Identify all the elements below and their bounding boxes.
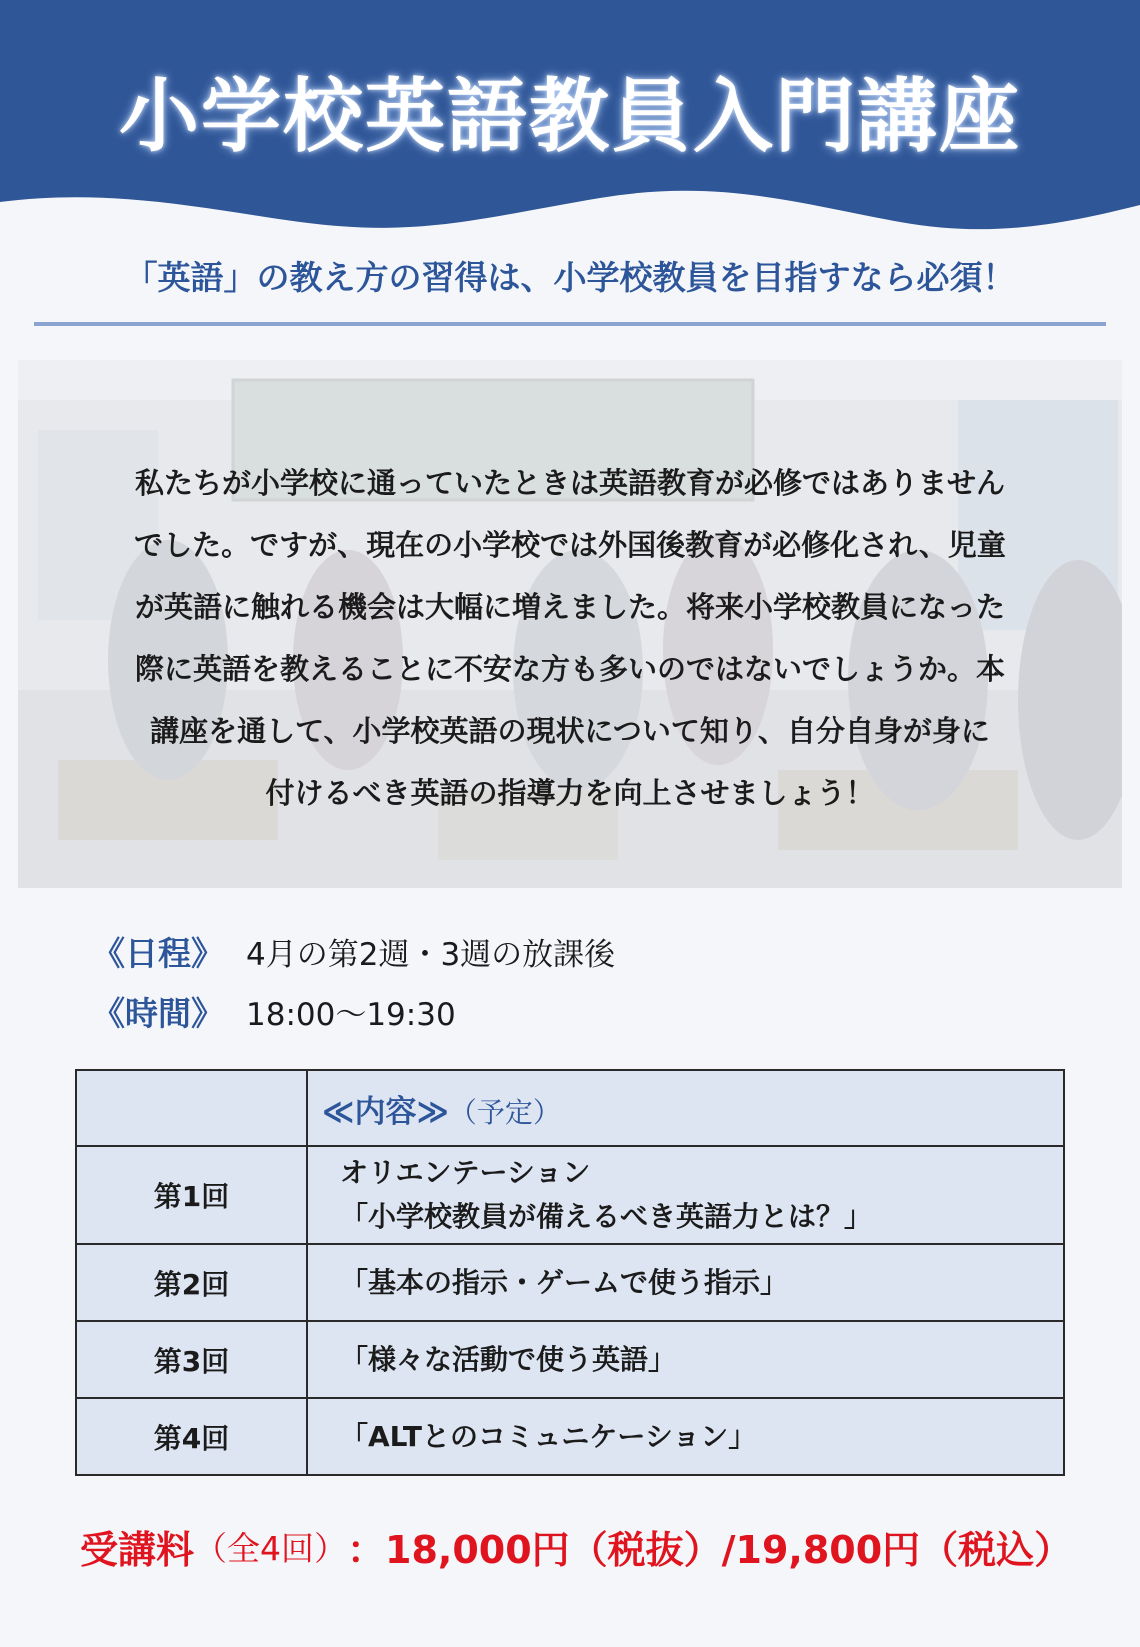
page-title: 小学校英語教員入門講座 (119, 70, 1021, 163)
session-cell: 第1回 (76, 1146, 307, 1244)
table-row (76, 1321, 1064, 1398)
table-row (76, 1398, 1064, 1475)
session-cell: 第2回 (76, 1244, 307, 1321)
intro-line: 付けるべき英語の指導力を向上させましょう！ (265, 776, 875, 810)
time-row (92, 986, 456, 1036)
intro-line: 際に英語を教えることに不安な方も多いのではないでしょうか。本 (134, 652, 1005, 686)
time-label: 《時間》 (92, 993, 224, 1033)
intro-line: 私たちが小学校に通っていたときは英語教育が必修ではありません (134, 466, 1005, 500)
session-cell: 第4回 (76, 1398, 307, 1475)
content-header-note: （予定） (448, 1095, 561, 1129)
fee-note: （全4回） (194, 1528, 348, 1568)
table-header-row (76, 1070, 1064, 1146)
time-value: 18:00～19:30 (246, 996, 456, 1033)
header-banner (0, 0, 1140, 240)
topic-line: 「小学校教員が備えるべき英語力とは？」 (340, 1200, 873, 1233)
content-table (75, 1069, 1065, 1476)
content-header-label: ≪内容≫ (322, 1093, 449, 1130)
intro-line: が英語に触れる機会は大幅に増えました。将来小学校教員になった (134, 590, 1005, 624)
intro-line: でした。ですが、現在の小学校では外国後教育が必修化され、児童 (134, 528, 1006, 562)
schedule-value: 4月の第2週・3週の放課後 (246, 936, 616, 973)
table-row (76, 1244, 1064, 1321)
topic-cell: 「ALTとのコミュニケーション」 (307, 1398, 1064, 1475)
topic-cell (307, 1146, 1064, 1244)
classroom-photo (18, 360, 1122, 888)
session-cell: 第3回 (76, 1321, 307, 1398)
schedule-label: 《日程》 (92, 933, 224, 973)
intro-line: 講座を通して、小学校英語の現状について知り、自分自身が身に (150, 714, 990, 748)
intro-text (88, 452, 1052, 824)
table-row (76, 1146, 1064, 1244)
fee-label: 受講料 (80, 1527, 195, 1572)
table-header-cell (307, 1070, 1064, 1146)
topic-cell: 「様々な活動で使う英語」 (307, 1321, 1064, 1398)
fee-amount: ：18,000円（税抜）/19,800円（税込） (347, 1527, 1073, 1572)
table-header-empty-cell (76, 1070, 307, 1146)
fee-line (80, 1516, 1080, 1576)
schedule-row (92, 926, 615, 976)
subtitle: 「英語」の教え方の習得は、小学校教員を目指すなら必須！ (124, 258, 1016, 297)
topic-line: オリエンテーション (340, 1156, 591, 1189)
divider (34, 322, 1106, 326)
topic-cell: 「基本の指示・ゲームで使う指示」 (307, 1244, 1064, 1321)
